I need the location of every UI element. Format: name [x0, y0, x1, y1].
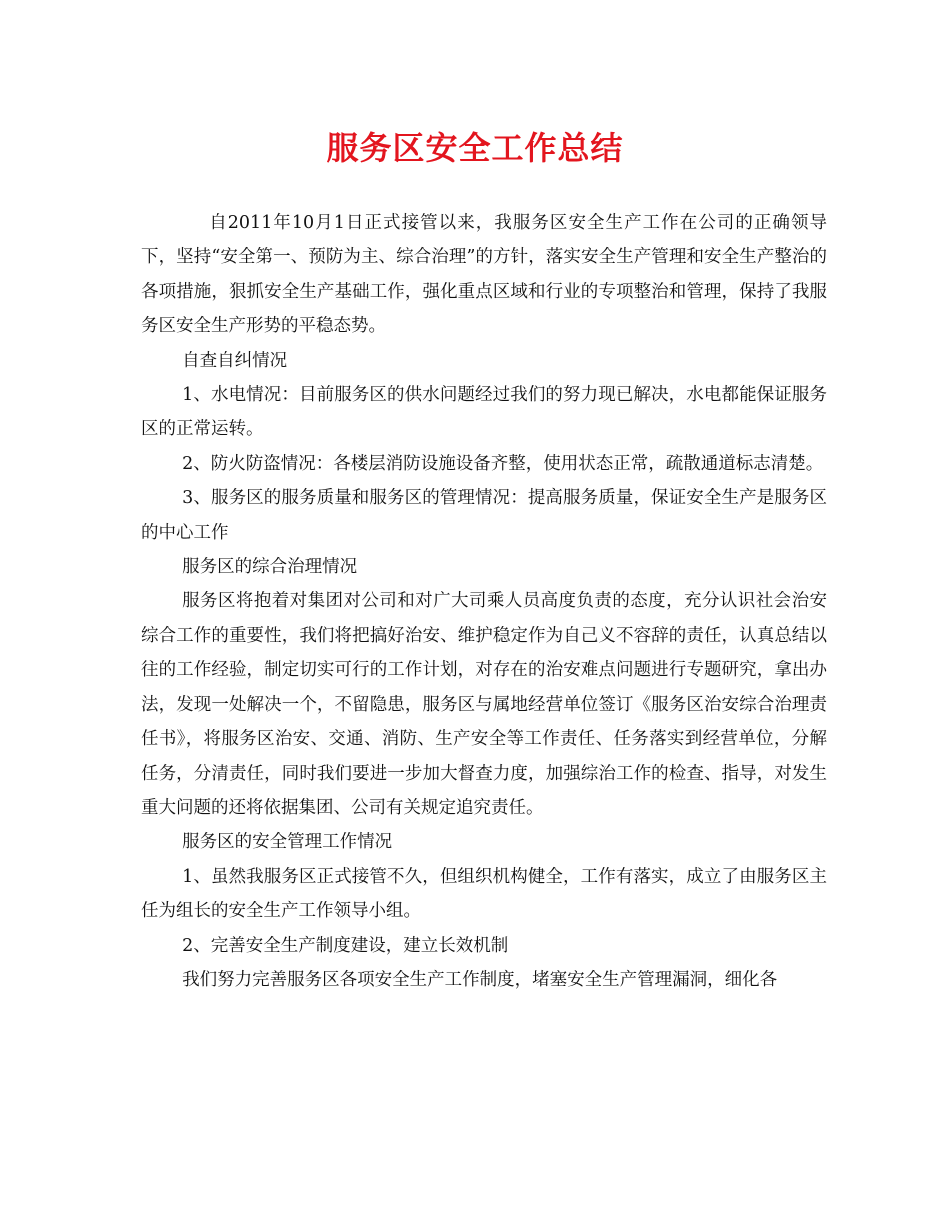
paragraph-system-building: 2、完善安全生产制度建设，建立长效机制: [182, 935, 509, 956]
document-body: [141, 206, 827, 997]
section-heading-comprehensive-governance: 服务区的综合治理情况: [182, 557, 358, 578]
paragraph-governance: 服务区将抱着对集团对公司和对广大司乘人员高度负责的态度，充分认识社会治安综合工作的重要性，我们将把搞好治安、维护稳定作为自己义不容辞的责任，认真总结以往的工作经验，制定切实可行的工作计划，对存在的治安难点问题进行专题研究，拿出办法，发现一处解决一个，不留隐患，服务区与属地经营单位签订《服务区治安综合治理责任书》，将服务区治安、交通、消防、生产安全等工作责任、任务落实到经营单位，分解任务，分清责任，同时我们要进一步加大督查力度，加强综治工作的检查、指导，对发生重大问题的还将依据集团、公司有关规定追究责任。: [141, 591, 827, 818]
paragraph-organization: 1、虽然我服务区正式接管不久，但组织机构健全，工作有落实，成立了由服务区主任为组长的安全生产工作领导小组。: [141, 866, 827, 922]
section-heading-safety-management: 服务区的安全管理工作情况: [182, 832, 393, 853]
paragraph-service-quality: 3、服务区的服务质量和服务区的管理情况：提高服务质量，保证安全生产是服务区的中心工作: [141, 488, 827, 543]
section-heading-self-inspection: 自查自纠情况: [182, 350, 288, 371]
document-title: 服务区安全工作总结: [326, 129, 624, 167]
paragraph-fire-theft: 2、防火防盗情况：各楼层消防设施设备齐整，使用状态正常，疏散通道标志清楚。: [182, 453, 824, 474]
paragraph-water-electricity: 1、水电情况：目前服务区的供水问题经过我们的努力现已解决，水电都能保证服务区的正常运转。: [141, 385, 827, 440]
paragraph-regulations: 我们努力完善服务区各项安全生产工作制度，堵塞安全生产管理漏洞，细化各: [182, 969, 778, 990]
intro-paragraph: 自2011年10月1日正式接管以来，我服务区安全生产工作在公司的正确领导下，坚持“安全第一、预防为主、综合治理”的方针，落实安全生产管理和安全生产整治的各项措施，狠抓安全生产基础工作，强化重点区域和行业的专项整治和管理，保持了我服务区安全生产形势的平稳态势。: [141, 213, 827, 337]
